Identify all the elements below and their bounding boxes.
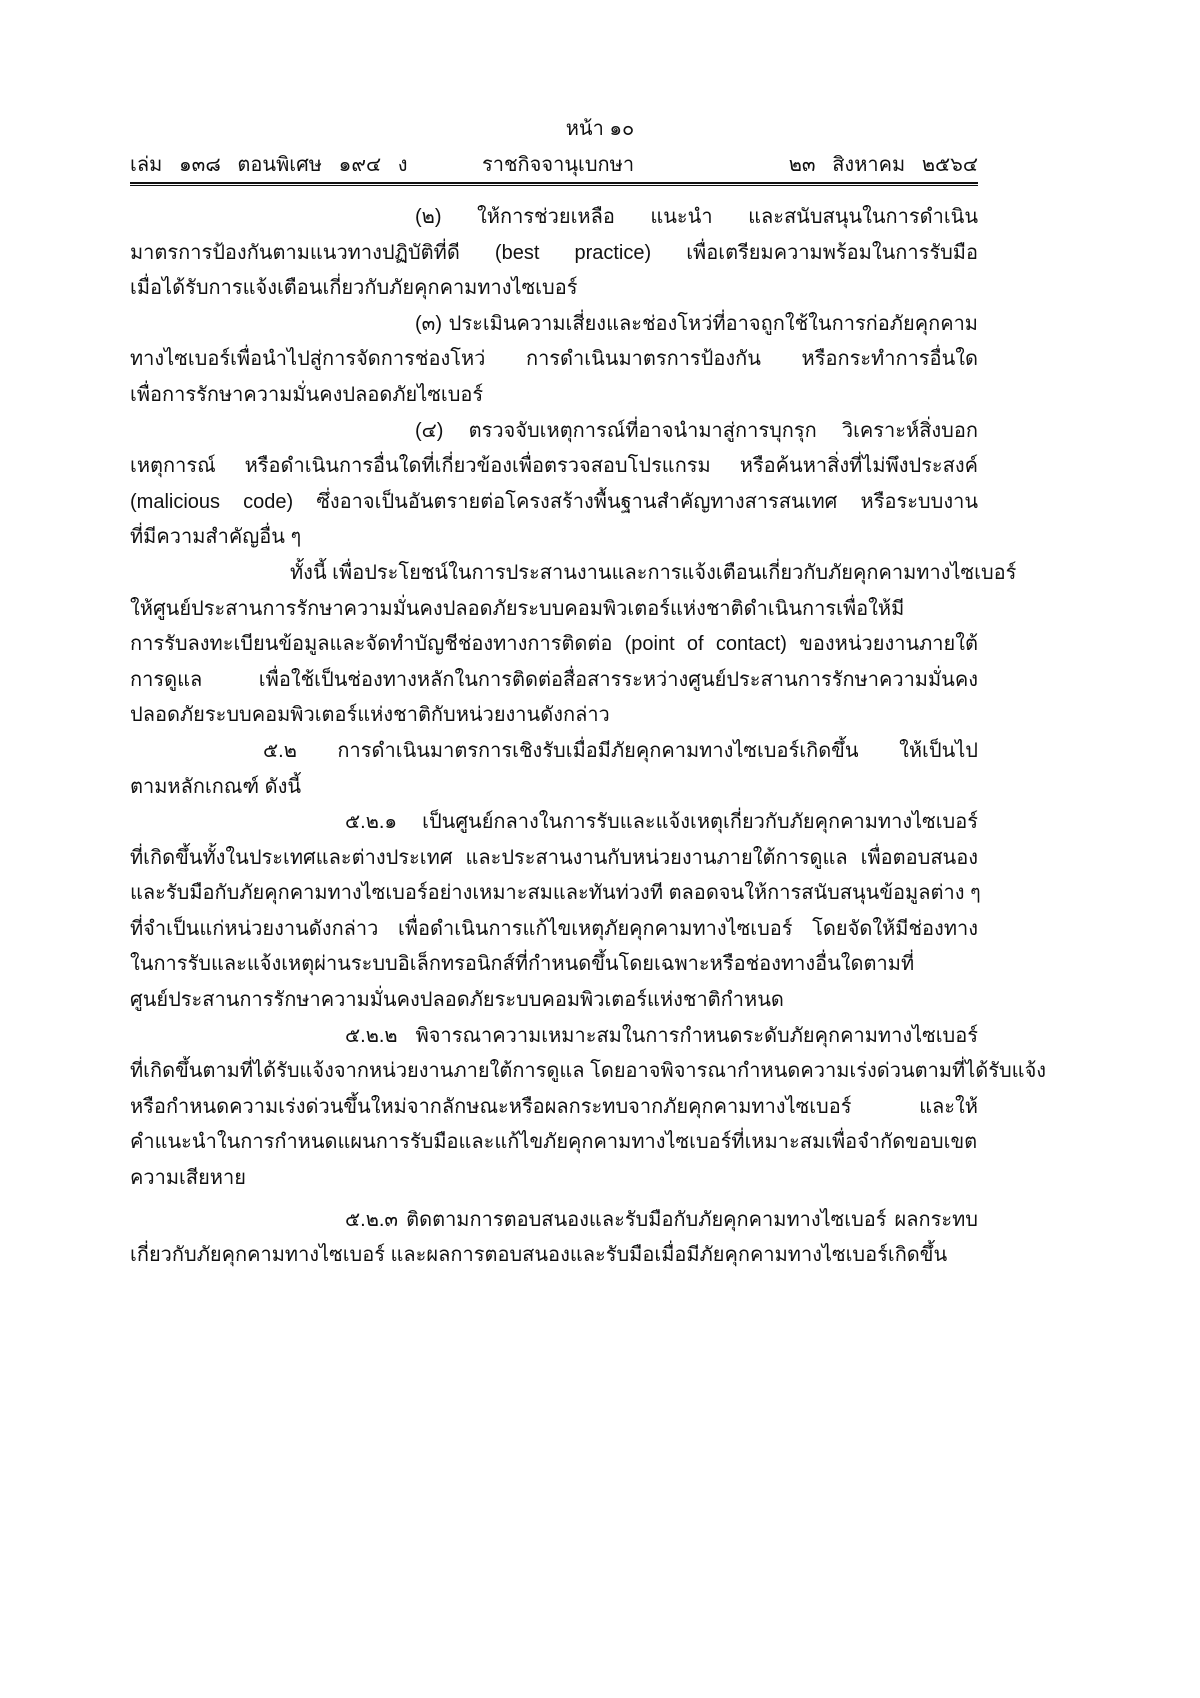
publication-date: ๒๓ สิงหาคม ๒๕๖๔ [788, 154, 978, 176]
text-line: มาตรการป้องกันตามแนวทางปฏิบัติที่ดี (best practice) เพื่อเตรียมความพร้อมในการรับมือ [130, 241, 978, 264]
document-body [130, 200, 1047, 1274]
text-line: ในการรับและแจ้งเหตุผ่านระบบอิเล็กทรอนิกส์ที่กำหนดขึ้นโดยเฉพาะหรือช่องทางอื่นใดตามที่ [130, 953, 915, 976]
text-line: เพื่อการรักษาความมั่นคงปลอดภัยไซเบอร์ [130, 383, 484, 406]
publication-title: ราชกิจจานุเบกษา [482, 154, 635, 176]
text-line: หรือกำหนดความเร่งด่วนขึ้นใหม่จากลักษณะหรือผลกระทบจากภัยคุกคามทางไซเบอร์ และให้ [130, 1095, 978, 1118]
text-line: ที่เกิดขึ้นทั้งในประเทศและต่างประเทศ และประสานงานกับหน่วยงานภายใต้การดูแล เพื่อตอบสนอง [130, 846, 978, 869]
text-line: การรับลงทะเบียนข้อมูลและจัดทำบัญชีช่องทางการติดต่อ (point of contact) ของหน่วยงานภายใต้ [130, 633, 978, 656]
text-line: ตามหลักเกณฑ์ ดังนี้ [130, 775, 302, 798]
text-line: และรับมือกับภัยคุกคามทางไซเบอร์อย่างเหมาะสมและทันท่วงที ตลอดจนให้การสนับสนุนข้อมูลต่าง ๆ [130, 882, 981, 905]
volume-info: เล่ม ๑๓๘ ตอนพิเศษ ๑๙๔ ง [130, 154, 408, 176]
text-line: ๕.๒ การดำเนินมาตรการเชิงรับเมื่อมีภัยคุกคามทางไซเบอร์เกิดขึ้น ให้เป็นไป [263, 739, 978, 762]
text-line: (malicious code) ซึ่งอาจเป็นอันตรายต่อโครงสร้างพื้นฐานสำคัญทางสารสนเทศ หรือระบบงาน [130, 490, 978, 513]
header-rule [130, 182, 978, 186]
text-line: (๓) ประเมินความเสี่ยงและช่องโหว่ที่อาจถูกใช้ในการก่อภัยคุกคาม [415, 312, 978, 335]
gazette-header [130, 148, 978, 178]
text-line: ๕.๒.๓ ติดตามการตอบสนองและรับมือกับภัยคุกคามทางไซเบอร์ ผลกระทบ [345, 1208, 978, 1231]
text-line: ทางไซเบอร์เพื่อนำไปสู่การจัดการช่องโหว่ การดำเนินมาตรการป้องกัน หรือกระทำการอื่นใด [130, 348, 978, 371]
text-line: ทั้งนี้ เพื่อประโยชน์ในการประสานงานและการแจ้งเตือนเกี่ยวกับภัยคุกคามทางไซเบอร์ [290, 561, 1017, 584]
page-number: หน้า ๑๐ [565, 118, 635, 140]
text-line: ที่เกิดขึ้นตามที่ได้รับแจ้งจากหน่วยงานภายใต้การดูแล โดยอาจพิจารณากำหนดความเร่งด่วนตามที่ได้รับแจ้ง [130, 1060, 1047, 1083]
text-line: ๕.๒.๒ พิจารณาความเหมาะสมในการกำหนดระดับภัยคุกคามทางไซเบอร์ [345, 1024, 978, 1047]
text-line: ๕.๒.๑ เป็นศูนย์กลางในการรับและแจ้งเหตุเกี่ยวกับภัยคุกคามทางไซเบอร์ [345, 811, 978, 834]
text-line: คำแนะนำในการกำหนดแผนการรับมือและแก้ไขภัยคุกคามทางไซเบอร์ที่เหมาะสมเพื่อจำกัดขอบเขต [130, 1131, 978, 1154]
text-line: ศูนย์ประสานการรักษาความมั่นคงปลอดภัยระบบคอมพิวเตอร์แห่งชาติกำหนด [130, 989, 784, 1012]
text-line: ปลอดภัยระบบคอมพิวเตอร์แห่งชาติกับหน่วยงานดังกล่าว [130, 704, 610, 727]
text-line: (๔) ตรวจจับเหตุการณ์ที่อาจนำมาสู่การบุกรุก วิเคราะห์สิ่งบอก [415, 419, 978, 442]
text-line: เมื่อได้รับการแจ้งเตือนเกี่ยวกับภัยคุกคามทางไซเบอร์ [130, 277, 578, 300]
text-line: เหตุการณ์ หรือดำเนินการอื่นใดที่เกี่ยวข้องเพื่อตรวจสอบโปรแกรม หรือค้นหาสิ่งที่ไม่พึงประสงค์ [130, 455, 978, 478]
text-line: เกี่ยวกับภัยคุกคามทางไซเบอร์ และผลการตอบสนองและรับมือเมื่อมีภัยคุกคามทางไซเบอร์เกิดขึ้น [130, 1244, 948, 1267]
text-line: ความเสียหาย [130, 1167, 246, 1190]
text-line: การดูแล เพื่อใช้เป็นช่องทางหลักในการติดต่อสื่อสารระหว่างศูนย์ประสานการรักษาความมั่นคง [130, 668, 978, 691]
text-line: ที่จำเป็นแก่หน่วยงานดังกล่าว เพื่อดำเนินการแก้ไขเหตุภัยคุกคามทางไซเบอร์ โดยจัดให้มีช่องทาง [130, 917, 978, 940]
text-line: ที่มีความสำคัญอื่น ๆ [130, 526, 302, 549]
text-line: ให้ศูนย์ประสานการรักษาความมั่นคงปลอดภัยระบบคอมพิวเตอร์แห่งชาติดำเนินการเพื่อให้มี [130, 597, 905, 620]
text-line: (๒) ให้การช่วยเหลือ แนะนำ และสนับสนุนในการดำเนิน [415, 206, 978, 228]
